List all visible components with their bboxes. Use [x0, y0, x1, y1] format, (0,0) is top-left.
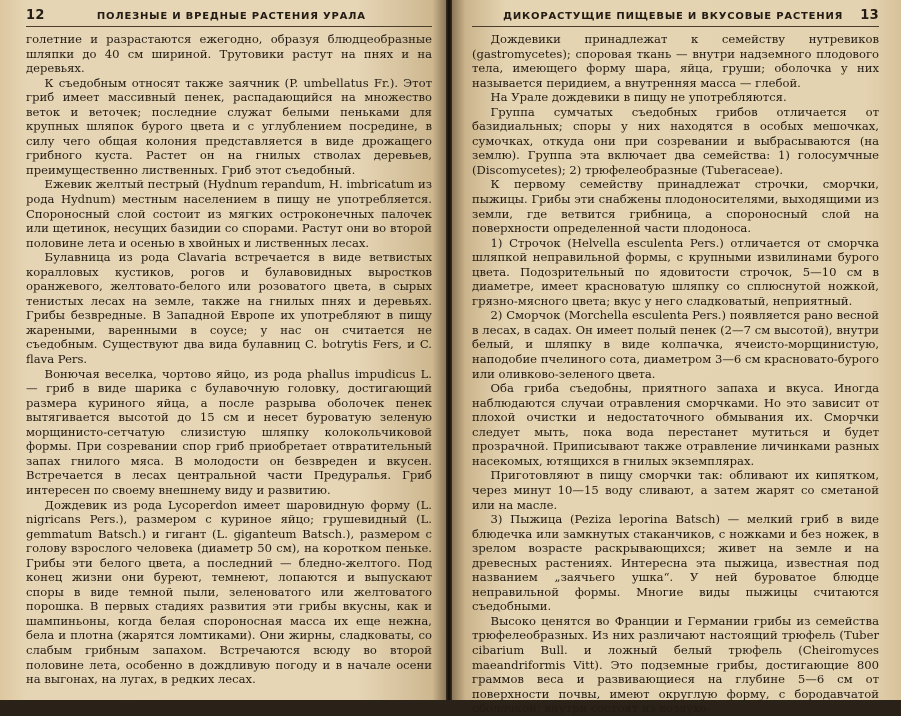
paragraph: голетние и разрастаются ежегодно, образуя блюдцеобразные шляпки до 40 см шириной. Трутовики растут на пнях и на деревьях.: [26, 32, 432, 76]
paragraph: К первому семейству принадлежат строчки, сморчки, пыжицы. Грибы эти снабжены плодоносителями, выходящими из земли, где ветвится грибница, а спороносный слой на поверхности определенной части плодоноса.: [472, 177, 879, 236]
right-body-text: [472, 32, 879, 716]
paragraph: 1) Строчок (Helvella esculenta Pers.) отличается от сморчка шляпкой неправильной формы, с крупными извилинами бурого цвета. Подозрительный по ядовитости строчок, 5—10 см в диаметре, имеет красноватую шляпку со сплюснутой ножкой, грязно-мясного цвета; вкус у него сладковатый, неприятный.: [472, 235, 879, 308]
paragraph: Ежевик желтый пестрый (Hydnum repandum, H. imbricatum из рода Hydnum) местным населением в пищу не употребляется. Спороносный слой состоит из мягких остроконечных палочек или щетинок, несущих базидии со спорами. Растут они во второй половине лета и осенью в хвойных и лиственных лесах.: [26, 177, 433, 250]
paragraph: Группа сумчатых съедобных грибов отличается от базидиальных; споры у них находятся в особых мешочках, сумочках, откуда они при созревании и выбрасываются (на землю). Группа эта включает два семейства: 1) голосумчные (Discomycetes); 2) трюфелеобразные (Tuberaceae).: [472, 104, 879, 177]
paragraph: Вонючая веселка, чортово яйцо, из рода phallus impudicus L. — гриб в виде шарика с булавочную головку, достигающий размера куриного яйца, а после разрыва оболочек пенек вытягивается высотой до 15 см и несет буроватую зеленую морщинисто-сетчатую слизистую шляпку колокольчиковой формы. При созревании спор гриб приобретает отвратительный запах гнилого мяса. В молодости он безвреден и вкусен. Встречается в лесах центральной части Предуралья. Гриб интересен по своему внешнему виду и развитию.: [26, 366, 432, 497]
paragraph: Булавница из рода Clavaria встречается в виде ветвистых коралловых кустиков, рогов и булавовидных выростков оранжевого, желтовато-белого или розоватого цвета, в сырых тенистых лесах на земле, также на гнилых пнях и деревьях. Грибы безвредные. В Западной Европе их употребляют в пищу жареными, варенными в соусе; у нас он считается не съедобным. Существуют два вида булавниц C. botrytis Fers, и C. flava Pers.: [26, 250, 432, 367]
right-running-head: [472, 8, 879, 27]
paragraph: 2) Сморчок (Morchella esculenta Pers.) появляется рано весной в лесах, в садах. Он имеет полый пенек (2—7 см высотой), внутри белый, и шляпку в виде колпачка, ячеисто-морщинистую, наподобие пчелиного сота, диаметром 3—6 см красновато-бурого или оливково-зеленого цвета.: [472, 308, 879, 381]
paragraph: Дождевик из рода Lycoperdon имеет шаровидную форму (L. nigricans Pers.), размером с куриное яйцо; грушевидный (L. gemmatum Batsch.) и гигант (L. giganteum Batsch.), размером с голову взрослого человека (диаметр 50 см), на коротком пеньке. Грибы эти белого цвета, а последний — бледно-желтого. Под конец жизни они буреют, темнеют, лопаются и выпускают споры в виде темной пыли, зеленоватого или желтоватого порошка. В первых стадиях развития эти грибы вкусны, как и шампиньоны, когда белая спороносная масса их еще нежна, бела и плотна (жарятся ломтиками). Они жирны, сладковаты, со слабым грибным запахом. Встречаются всюду во второй половине лета, особенно в дождливую погоду и в начале осени на выгонах, на лугах, в редких лесах.: [26, 497, 432, 687]
left-running-head: [26, 8, 432, 27]
paragraph: Оба гриба съедобны, приятного запаха и вкуса. Иногда наблюдаются случаи отравления сморчками. Но это зависит от плохой очистки и недостаточного обмывания их. Сморчки следует мыть, пока вода перестанет мутиться и будет прозрачной. Приписывают также отравление личинками разных насекомых, ютящихся в гнилых экземплярах.: [472, 381, 879, 468]
paragraph: Дождевики принадлежат к семейству нутревиков (gastromycetes); споровая ткань — внутри надземного плодового тела, имеющего форму шара, яйца, груши; оболочка у них называется перидием, а внутренняя масса — глебой.: [472, 32, 879, 90]
left-page: [0, 0, 446, 700]
right-running-title: ДИКОРАСТУЩИЕ ПИЩЕВЫЕ И ВКУСОВЫЕ РАСТЕНИЯ: [503, 11, 844, 22]
paragraph: Приготовляют в пищу сморчки так: обливают их кипятком, через минут 10—15 воду сливают, а затем жарят со сметаной или на масле.: [472, 468, 879, 512]
right-page: [452, 0, 901, 716]
paragraph: Высоко ценятся во Франции и Германии грибы из семейства трюфелеобразных. Из них различают настоящий трюфель (Tuber cibarium Bull. и ложный белый трюфель (Cheiromyces maeandriformis Vitt). Это подземные грибы, достигающие 800 граммов веса и развивающиеся на глубине 5—6 см от поверхности почвы, имеют округлую форму, с бородавчатой оболочкой; внутри состоят из воздухо-: [472, 613, 879, 716]
right-page-number: 13: [860, 8, 879, 23]
paragraph: К съедобным относят также заячник (P. umbellatus Fr.). Этот гриб имеет массивный пенек, распадающийся на множество веток и веточек; последние служат белыми пеньками для крупных шляпок бурого цвета и с углублением посредине, в силу чего общая колония представляется в виде дрожащего грибного куста. Растет он на гнилых стволах деревьев, преимущественно лиственных. Гриб этот съедобный.: [26, 75, 432, 177]
paragraph: На Урале дождевики в пищу не употребляются.: [490, 90, 787, 105]
left-page-number: 12: [26, 8, 45, 23]
paragraph: 3) Пыжица (Peziza leporina Batsch) — мелкий гриб в виде блюдечка или замкнутых стаканчиков, с ножками и без ножек, в зрелом возрасте раскрывающихся; живет на земле и на древесных растениях. Интересна эта пыжица, известная под названием „заячьего ушка“. У ней буроватое блюдце неправильной формы. Многие виды пыжицы считаются съедобными.: [472, 512, 879, 614]
left-body-text: [26, 32, 432, 687]
left-running-title: ПОЛЕЗНЫЕ И ВРЕДНЫЕ РАСТЕНИЯ УРАЛА: [96, 11, 366, 22]
